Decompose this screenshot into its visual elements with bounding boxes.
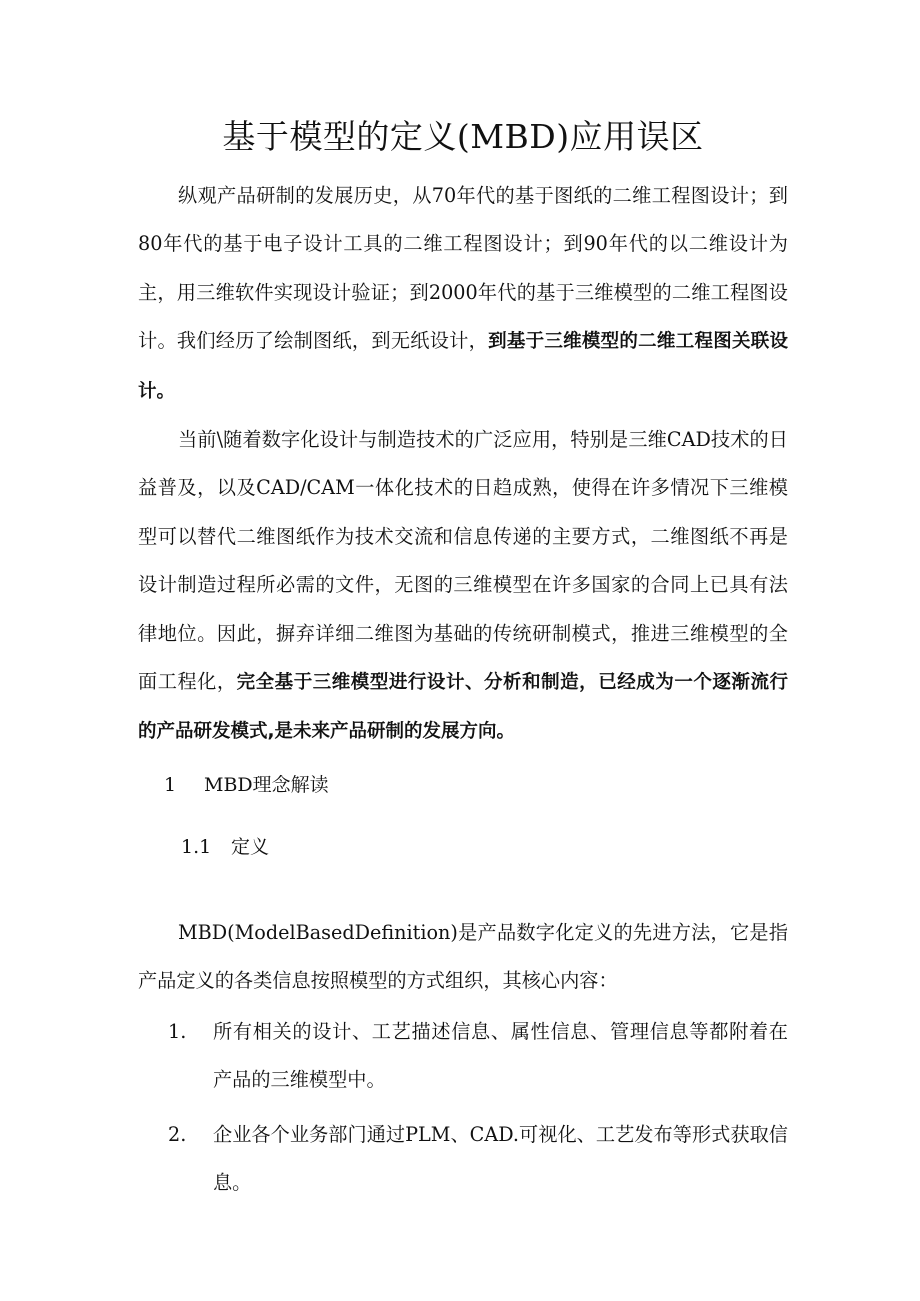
list-item-number: 2. [168,1122,187,1146]
paragraph-current-text: 当前\随着数字化设计与制造技术的广泛应用，特别是三维CAD技术的日益普及，以及CAD/CAM一体化技术的日趋成熟，使得在许多情况下三维模型可以替代二维图纸作为技术交流和信息传递的主要方式，二维图纸不再是设计制造过程所必需的文件，无图的三维模型在许多国家的合同上已具有法律地位。因此，摒弃详细二维图为基础的传统研制模式，推进三维模型的全面工程化， [138,428,788,694]
paragraph-history-text: 纵观产品研制的发展历史，从70年代的基于图纸的二维工程图设计；到80年代的基于电子设计工具的二维工程图设计；到90年代的以二维设计为主，用三维软件实现设计验证；到2000年代的基于三维模型的二维工程图设计。我们经历了绘制图纸，到无纸设计， [138,184,788,353]
list-item-number: 1. [168,1019,187,1043]
section-heading-1-1 [138,823,788,871]
list-item [138,1008,788,1105]
list-item-text: 所有相关的设计、工艺描述信息、属性信息、管理信息等都附着在产品的三维模型中。 [213,1019,788,1092]
section-title: MBD理念解读 [204,773,329,796]
paragraph-current-bold: 完全基于三维模型进行设计、分析和制造，已经成为一个逐渐流行的产品研发模式,是未来产品研制的发展方向。 [138,672,789,743]
paragraph-current [138,416,788,757]
paragraph-history-bold: 到基于三维模型的二维工程图关联设计。 [138,331,788,402]
list-item-text: 企业各个业务部门通过PLM、CAD.可视化、工艺发布等形式获取信息。 [213,1122,788,1194]
paragraph-history [138,172,788,416]
document-title: 基于模型的定义(MBD)应用误区 [222,117,704,156]
section-number: 1 [164,773,177,796]
document-page [138,112,788,1213]
section-heading-1 [138,761,788,809]
subsection-title: 定义 [231,835,270,858]
paragraph-definition: MBD(ModelBasedDefinition)是产品数字化定义的先进方法，它是指产品定义的各类信息按照模型的方式组织，其核心内容： [138,920,788,993]
numbered-list [138,1008,788,1208]
list-item [138,1111,788,1208]
spacer [138,871,788,909]
subsection-number: 1.1 [181,835,212,858]
